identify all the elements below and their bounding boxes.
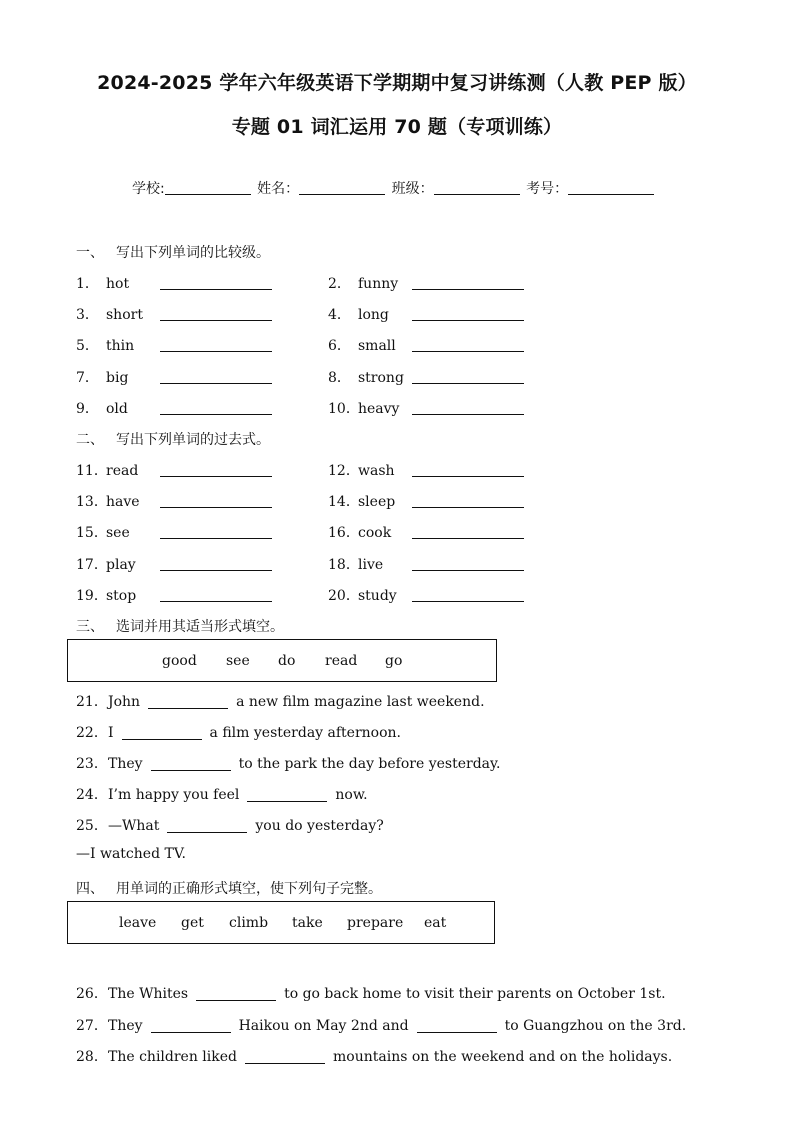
word-box-item: see <box>226 652 250 669</box>
word-box-item: climb <box>229 914 269 931</box>
sentence-number: 24． <box>76 787 108 803</box>
answer-blank[interactable] <box>412 383 524 384</box>
section-2-number: 二、 <box>76 432 104 448</box>
answer-blank[interactable] <box>412 414 524 415</box>
info-class-blank[interactable] <box>434 180 520 195</box>
item-word: live <box>358 556 384 573</box>
item-number: 20． <box>328 587 360 604</box>
item-word: small <box>358 338 396 355</box>
sentence-number: 21． <box>76 694 108 710</box>
item-number: 9． <box>76 400 99 417</box>
item-word: have <box>106 494 140 511</box>
item-number: 5． <box>76 338 99 355</box>
answer-blank[interactable] <box>160 538 272 539</box>
vocab-item <box>328 522 391 542</box>
sentence-number: 23． <box>76 756 108 772</box>
word-box-item: prepare <box>347 914 404 931</box>
item-word: short <box>106 307 143 324</box>
section-1-heading <box>76 242 270 262</box>
sentence-text: now. <box>335 787 368 803</box>
vocab-item <box>328 273 398 293</box>
item-word: hot <box>106 276 130 292</box>
item-number: 16． <box>328 525 360 542</box>
answer-blank[interactable] <box>412 476 524 477</box>
info-class-label: 班级： <box>391 181 434 197</box>
answer-blank[interactable] <box>412 538 524 539</box>
item-number: 8． <box>328 369 351 386</box>
answer-blank[interactable] <box>412 570 524 571</box>
section-4-instruction: 用单词的正确形式填空，使下列句子完整。 <box>116 881 382 897</box>
sentence-text: Haikou on May 2nd and <box>238 1018 409 1034</box>
item-number: 15． <box>76 525 108 542</box>
section-3-instruction: 选词并用其适当形式填空。 <box>116 619 284 635</box>
section-3-word-box <box>67 639 497 682</box>
sentence-27 <box>76 1015 686 1035</box>
word-box-item: leave <box>119 914 157 931</box>
vocab-item <box>76 491 140 511</box>
section-3-heading <box>76 616 284 636</box>
item-number: 13． <box>76 494 108 511</box>
item-word: study <box>358 587 397 604</box>
info-number-label: 考号： <box>526 181 569 197</box>
item-word: play <box>106 556 136 573</box>
word-box-item: do <box>278 652 296 669</box>
sentence-text: I <box>108 725 114 741</box>
section-2-heading <box>76 429 270 449</box>
vocab-item <box>328 367 404 387</box>
section-4-heading <box>76 878 382 898</box>
answer-blank[interactable] <box>160 351 272 352</box>
sentence-25-answer: —I watched TV. <box>76 846 186 862</box>
sentence-text: to the park the day before yesterday. <box>238 756 501 772</box>
sentence-text: The children liked <box>108 1049 237 1065</box>
answer-blank[interactable] <box>196 986 276 1001</box>
item-word: see <box>106 525 130 542</box>
info-school-label: 学校: <box>132 181 165 197</box>
info-name-label: 姓名： <box>257 181 300 197</box>
sentence-25 <box>76 815 384 835</box>
sentence-text: you do yesterday? <box>255 818 384 834</box>
item-word: long <box>358 307 389 324</box>
vocab-item <box>76 273 129 293</box>
vocab-item <box>76 460 138 480</box>
item-number: 11． <box>76 463 108 479</box>
item-number: 1． <box>76 276 99 292</box>
vocab-item <box>76 522 130 542</box>
item-number: 14． <box>328 494 360 511</box>
item-number: 7． <box>76 369 99 386</box>
answer-blank[interactable] <box>151 1018 231 1033</box>
item-word: stop <box>106 587 137 604</box>
sentence-text: They <box>108 756 143 772</box>
section-4-word-box <box>67 901 495 944</box>
sentence-text: —What <box>108 818 160 834</box>
answer-blank[interactable] <box>167 818 247 833</box>
vocab-item <box>76 585 136 605</box>
section-1-number: 一、 <box>76 245 104 261</box>
vocab-item <box>76 367 128 387</box>
item-number: 17． <box>76 556 108 573</box>
item-number: 12． <box>328 463 360 479</box>
vocab-item <box>76 335 134 355</box>
vocab-item <box>328 460 395 480</box>
answer-blank[interactable] <box>151 756 231 771</box>
answer-blank[interactable] <box>412 320 524 321</box>
item-word: sleep <box>358 494 396 511</box>
sentence-text: They <box>108 1018 143 1034</box>
answer-blank[interactable] <box>412 507 524 508</box>
item-word: big <box>106 369 129 386</box>
sentence-text: The Whites <box>108 986 189 1002</box>
sentence-22 <box>76 722 401 742</box>
student-info-line <box>132 178 656 198</box>
sentence-text: a film yesterday afternoon. <box>209 725 401 741</box>
vocab-item <box>328 491 395 511</box>
page-title: 2024-2025 学年六年级英语下学期期中复习讲练测（人教 PEP 版） <box>97 72 697 94</box>
sentence-text: to go back home to visit their parents on October 1st. <box>284 986 666 1002</box>
item-number: 2． <box>328 276 351 292</box>
info-school-blank[interactable] <box>165 180 251 195</box>
word-box-item: read <box>325 652 358 669</box>
item-word: funny <box>358 276 399 292</box>
sentence-text: to Guangzhou on the 3rd. <box>504 1018 687 1034</box>
sentence-23 <box>76 753 501 773</box>
info-name-blank[interactable] <box>299 180 385 195</box>
sentence-number: 27． <box>76 1018 108 1034</box>
vocab-item <box>76 398 128 418</box>
item-number: 4． <box>328 307 351 324</box>
sentence-24 <box>76 784 368 804</box>
answer-blank[interactable] <box>160 320 272 321</box>
sentence-number: 26． <box>76 986 108 1002</box>
section-1-instruction: 写出下列单词的比较级。 <box>116 245 270 261</box>
vocab-item <box>328 585 397 605</box>
sentence-text: I’m happy you feel <box>108 787 240 803</box>
info-number-blank[interactable] <box>568 180 654 195</box>
sentence-number: 22． <box>76 725 108 741</box>
page-subtitle: 专题 01 词汇运用 70 题（专项训练） <box>231 116 563 138</box>
item-number: 19． <box>76 587 108 604</box>
item-word: heavy <box>358 400 400 417</box>
item-word: old <box>106 400 128 417</box>
vocab-item <box>76 554 136 574</box>
answer-blank[interactable] <box>160 383 272 384</box>
word-box-item: good <box>162 652 197 669</box>
answer-blank[interactable] <box>417 1018 497 1033</box>
item-word: read <box>106 463 139 479</box>
word-box-item: eat <box>424 914 447 931</box>
answer-blank[interactable] <box>245 1049 325 1064</box>
item-number: 10． <box>328 400 360 417</box>
sentence-text: mountains on the weekend and on the holidays. <box>333 1049 673 1065</box>
answer-blank[interactable] <box>160 289 272 290</box>
item-word: thin <box>106 338 135 355</box>
answer-blank[interactable] <box>160 476 272 477</box>
vocab-item <box>76 304 143 324</box>
item-number: 18． <box>328 556 360 573</box>
item-word: cook <box>358 525 392 542</box>
section-3-number: 三、 <box>76 619 104 635</box>
sentence-number: 25． <box>76 818 108 834</box>
answer-blank[interactable] <box>412 351 524 352</box>
vocab-item <box>328 398 399 418</box>
item-word: wash <box>358 463 395 479</box>
section-2-instruction: 写出下列单词的过去式。 <box>116 432 270 448</box>
sentence-28 <box>76 1046 672 1066</box>
section-4-number: 四、 <box>76 881 104 897</box>
item-number: 3． <box>76 307 99 324</box>
answer-blank[interactable] <box>160 601 272 602</box>
item-number: 6． <box>328 338 351 355</box>
answer-blank[interactable] <box>247 787 327 802</box>
sentence-text: a new film magazine last weekend. <box>236 694 485 710</box>
answer-blank[interactable] <box>160 507 272 508</box>
sentence-number: 28． <box>76 1049 108 1065</box>
vocab-item <box>328 335 396 355</box>
word-box-item: take <box>292 914 323 931</box>
answer-blank[interactable] <box>148 694 228 709</box>
item-word: strong <box>358 369 404 386</box>
word-box-item: go <box>385 652 403 669</box>
answer-blank[interactable] <box>412 289 524 290</box>
word-box-item: get <box>181 914 204 931</box>
vocab-item <box>328 554 383 574</box>
answer-blank[interactable] <box>122 725 202 740</box>
answer-blank[interactable] <box>160 570 272 571</box>
sentence-26 <box>76 983 666 1003</box>
vocab-item <box>328 304 389 324</box>
sentence-21 <box>76 691 485 711</box>
answer-blank[interactable] <box>160 414 272 415</box>
answer-blank[interactable] <box>412 601 524 602</box>
sentence-text: John <box>108 694 141 710</box>
